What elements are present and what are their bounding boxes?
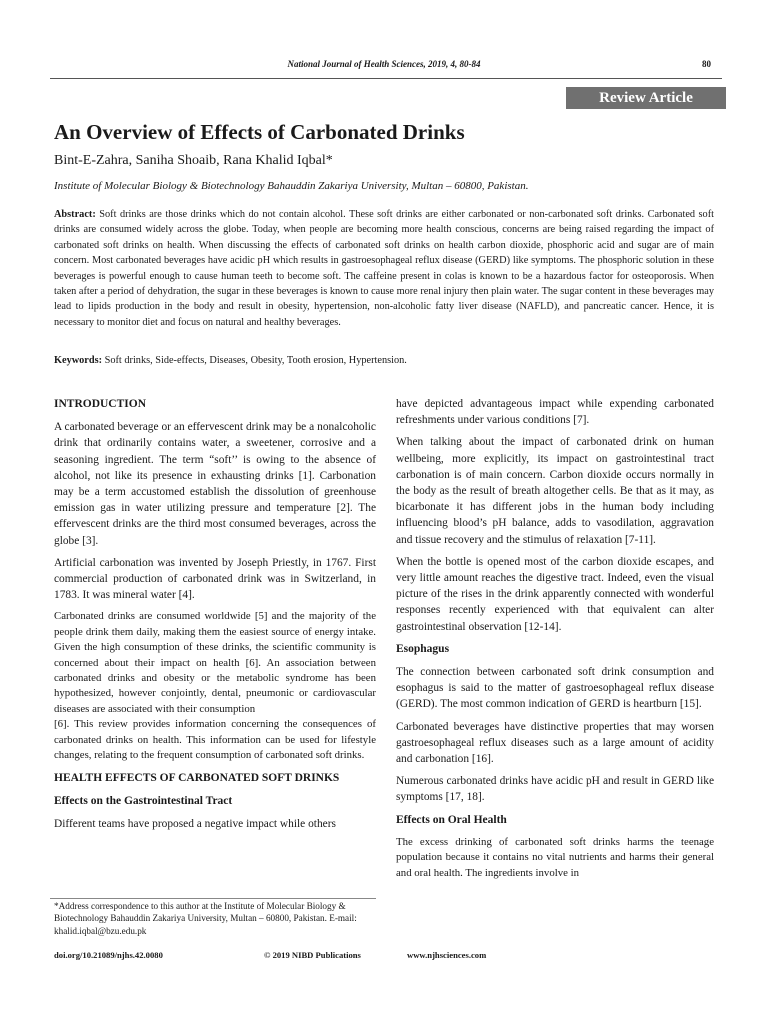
- gi-tract-heading: Effects on the Gastrointestinal Tract: [54, 794, 233, 807]
- paragraph: When talking about the impact of carbonated drink on human wellbeing, more explicitly, its impact on gastrointestinal tract carbonation is of main concern. Carbon dioxide occurs normally in the body as the result of breath altogether cells. Be that as it may, as bicarbonate it has different jobs in the human body including influencing blood’s pH balance, adds to vasodilation, aggravation and tissue recovery and the stimulus of relaxation [7-11].: [396, 436, 714, 546]
- paragraph: When the bottle is opened most of the carbon dioxide escapes, and very little amount reaches the digestive tract. Indeed, even the visual picture of the rises in the drink apparently connected with wonderful responses recently experienced with that equivalent can alter gastrointestinal observation [12-14].: [396, 555, 714, 633]
- keywords-text: Soft drinks, Side-effects, Diseases, Obesity, Tooth erosion, Hypertension.: [104, 355, 407, 366]
- copyright: © 2019 NIBD Publications: [264, 950, 361, 960]
- paragraph: The excess drinking of carbonated soft drinks harms the teenage population because it contains no vital nutrients and harms their general and oral health. The ingredients involve in: [396, 835, 714, 879]
- journal-citation: National Journal of Health Sciences, 2019, 4, 80-84: [287, 59, 481, 69]
- paragraph: A carbonated beverage or an effervescent drink may be a nonalcoholic drink that ordinarily contains water, a sweetener, corrosive and a seasoning ingredient. The term “soft’’ is owing to the absence of alcohol, not like its presence in exhausting drinks [1]. Carbonation may be a term accustomed establish the dissolution of greenhouse emission gas in water utilizing pressure and temperature [2]. The effervescent drinks are the third most consumed beverages, across the globe [3].: [54, 421, 376, 547]
- abstract: [54, 207, 714, 330]
- author-list: Bint-E-Zahra, Saniha Shoaib, Rana Khalid Iqbal*: [54, 153, 333, 168]
- paragraph: Carbonated beverages have distinctive properties that may worsen gastroesophageal reflux diseases such as a large amount of acidity and carbonation [16].: [396, 720, 714, 766]
- keywords-label: Keywords:: [54, 355, 103, 366]
- article-title: An Overview of Effects of Carbonated Drinks: [54, 120, 465, 144]
- footnote-divider: [50, 898, 376, 899]
- paragraph: Different teams have proposed a negative impact while others: [54, 817, 336, 830]
- introduction-heading: INTRODUCTION: [54, 398, 147, 410]
- keywords: [54, 355, 407, 366]
- header-divider: [50, 78, 722, 79]
- right-column: [396, 396, 714, 887]
- affiliation: Institute of Molecular Biology & Biotechnology Bahauddin Zakariya University, Multan – 60800, Pakistan.: [54, 180, 529, 192]
- paragraph: have depicted advantageous impact while expending carbonated refreshments under various conditions [7].: [396, 398, 714, 427]
- article-type-badge: Review Article: [566, 87, 726, 109]
- paragraph: Numerous carbonated drinks have acidic pH and result in GERD like symptoms [17, 18].: [396, 775, 714, 804]
- paragraph: [6]. This review provides information concerning the consequences of carbonated drinks on health. This information can be used for lifestyle changes, relating to the frequent consumption of carbonated soft drinks.: [54, 718, 376, 762]
- paragraph: The connection between carbonated soft drink consumption and esophagus is said to the matter of gastroesophageal reflux disease (GERD). The most common indication of GERD is heartburn [15].: [396, 666, 714, 711]
- website-link[interactable]: www.njhsciences.com: [407, 950, 487, 960]
- oral-health-heading: Effects on Oral Health: [396, 813, 507, 826]
- abstract-label: Abstract:: [54, 209, 96, 220]
- paragraph: Carbonated drinks are consumed worldwide [5] and the majority of the people drink them daily, making them the easiest source of energy intake. Given the high consumption of these drinks, the scientific community is concerned about their impact on health [6]. An association between carbonated drinks and obesity or the metabolic syndrome has been hypothesized, however conjointly, dental, pneumonic or cardiovascular diseases are associated with their consumption: [54, 610, 376, 715]
- abstract-text: Soft drinks are those drinks which do not contain alcohol. These soft drinks are either carbonated or non-carbonated soft drinks. Carbonated soft drinks are consumed widely across the globe. Today, when people are becoming more health conscious, concerns are being raised regarding the impact of carbonated soft drinks on health. When discussing the effects of carbonated soft drinks on health carbon dioxide, phosphoric acid and sugar are of main concern. Most carbonated beverages have acidic pH which results in gastroesophageal reflux disease (GERD) like symptoms. The phosphoric solution in these beverages is powerful enough to cause human teeth to become soft. The caffeine present in colas is known to be a hazardous factor for osteoporosis. When taken after a period of dehydration, the sugar in these beverages is known to cause more renal injury then plain water. The sugar content in these beverages may lead to lipids production in the body and result in obesity, hypertension, non-alcoholic fatty liver disease (NAFLD), and pancreatic cancer. Hence, it is necessary to monitor diet and focus on natural and healthy beverages.: [54, 209, 714, 328]
- left-column: [54, 396, 376, 838]
- health-effects-heading: HEALTH EFFECTS OF CARBONATED SOFT DRINKS: [54, 771, 340, 784]
- doi-link[interactable]: doi.org/10.21089/njhs.42.0080: [54, 950, 163, 960]
- page-number: 80: [702, 59, 711, 69]
- paragraph: Artificial carbonation was invented by Joseph Priestly, in 1767. First commercial production of carbonated drink was in Switzerland, in 1783. It was mineral water [4].: [54, 556, 376, 602]
- correspondence-footnote: *Address correspondence to this author at the Institute of Molecular Biology & Biotechnology Bahauddin Zakariya University, Multan – 60800, Pakistan. E-mail: khalid.iqbal@bzu.edu.pk: [54, 901, 357, 936]
- esophagus-heading: Esophagus: [396, 642, 450, 655]
